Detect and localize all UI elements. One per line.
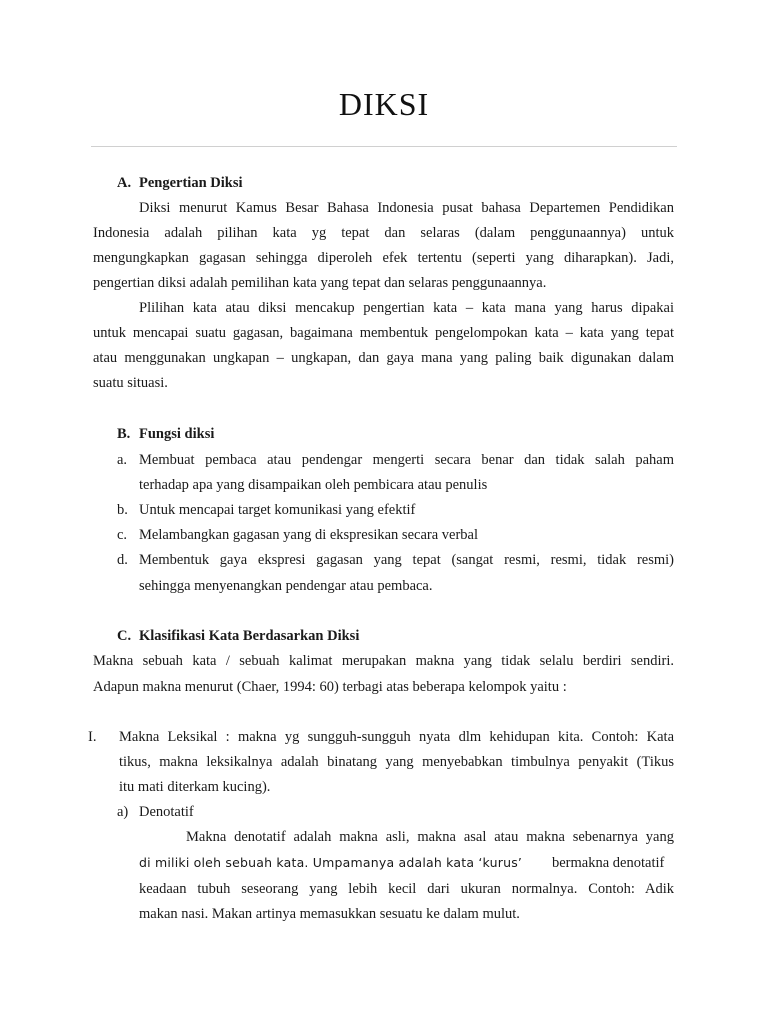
roman-i-line2: tikus, makna leksikalnya adalah binatang yang menyebabkan timbulnya penyakit (Tikus	[119, 754, 674, 770]
denotatif-line4: makan nasi. Makan artinya memasukkan sesuatu ke dalam mulut.	[139, 906, 520, 922]
section-a-para1-line4: pengertian diksi adalah pemilihan kata yang tepat dan selaras penggunaannya.	[93, 275, 547, 291]
section-a-heading: Pengertian Diksi	[139, 175, 243, 191]
list-item-d-line1: Membentuk gaya ekspresi gagasan yang tepat (sangat resmi, resmi, tidak resmi)	[139, 552, 674, 568]
section-a-para1-line3: mengungkapkan gagasan sehingga diperoleh efek tertentu (seperti yang diharapkan). Jadi,	[93, 250, 674, 266]
subsection-a-heading: Denotatif	[139, 804, 194, 820]
section-a-para2-line1: Plilihan kata atau diksi mencakup pengertian kata – kata mana yang harus dipakai	[139, 300, 674, 316]
section-a-para2-line3: atau menggunakan ungkapan – ungkapan, dan gaya mana yang paling baik digunakan dalam	[93, 350, 674, 366]
section-a-para1-line1: Diksi menurut Kamus Besar Bahasa Indonesia pusat bahasa Departemen Pendidikan	[139, 200, 674, 216]
title-divider	[91, 146, 677, 147]
list-item-marker: a.	[117, 452, 128, 468]
section-b-marker: B.	[117, 426, 131, 442]
section-a-para1-line2: Indonesia adalah pilihan kata yg tepat dan selaras (dalam penggunaannya) untuk	[93, 225, 674, 241]
section-b-heading: Fungsi diksi	[139, 426, 215, 442]
denotatif-line3: keadaan tubuh seseorang yang lebih kecil dari ukuran normalnya. Contoh: Adik	[139, 881, 674, 897]
section-a-para2-line4: suatu situasi.	[93, 375, 168, 391]
denotatif-line2-part1: di miliki oleh sebuah kata. Umpamanya adalah kata ‘kurus’	[139, 855, 523, 870]
section-c-intro-line1: Makna sebuah kata / sebuah kalimat merupakan makna yang tidak selalu berdiri sendiri.	[93, 653, 674, 669]
section-c-marker: C.	[117, 628, 132, 644]
section-c-heading: Klasifikasi Kata Berdasarkan Diksi	[139, 628, 360, 644]
section-a-marker: A.	[117, 175, 132, 191]
denotatif-line2-part2: bermakna denotatif	[552, 855, 665, 871]
roman-i-line3: itu mati diterkam kucing).	[119, 779, 271, 795]
list-item-marker: d.	[117, 552, 128, 568]
roman-i-line1: Makna Leksikal : makna yg sungguh-sungguh nyata dlm kehidupan kita. Contoh: Kata	[119, 729, 674, 745]
list-item-marker: c.	[117, 527, 128, 543]
list-item-b-line1: Untuk mencapai target komunikasi yang efektif	[139, 502, 416, 518]
subsection-a-marker: a)	[117, 804, 129, 820]
list-item-d-line2: sehingga menyenangkan pendengar atau pembaca.	[139, 578, 433, 594]
page-title: DIKSI	[338, 86, 430, 122]
list-item-a-line2: terhadap apa yang disampaikan oleh pembicara atau penulis	[139, 477, 488, 493]
denotatif-line1: Makna denotatif adalah makna asli, makna asal atau makna sebenarnya yang	[186, 829, 674, 845]
section-a-para2-line2: untuk mencapai suatu gagasan, bagaimana membentuk pengelompokan kata – kata yang tepat	[93, 325, 674, 341]
list-item-marker: b.	[117, 502, 128, 518]
section-c-intro-line2: Adapun makna menurut (Chaer, 1994: 60) terbagi atas beberapa kelompok yaitu :	[93, 679, 567, 695]
list-item-c-line1: Melambangkan gagasan yang di ekspresikan secara verbal	[139, 527, 479, 543]
list-item-a-line1: Membuat pembaca atau pendengar mengerti secara benar dan tidak salah paham	[139, 452, 674, 468]
roman-i-marker: I.	[88, 729, 97, 745]
